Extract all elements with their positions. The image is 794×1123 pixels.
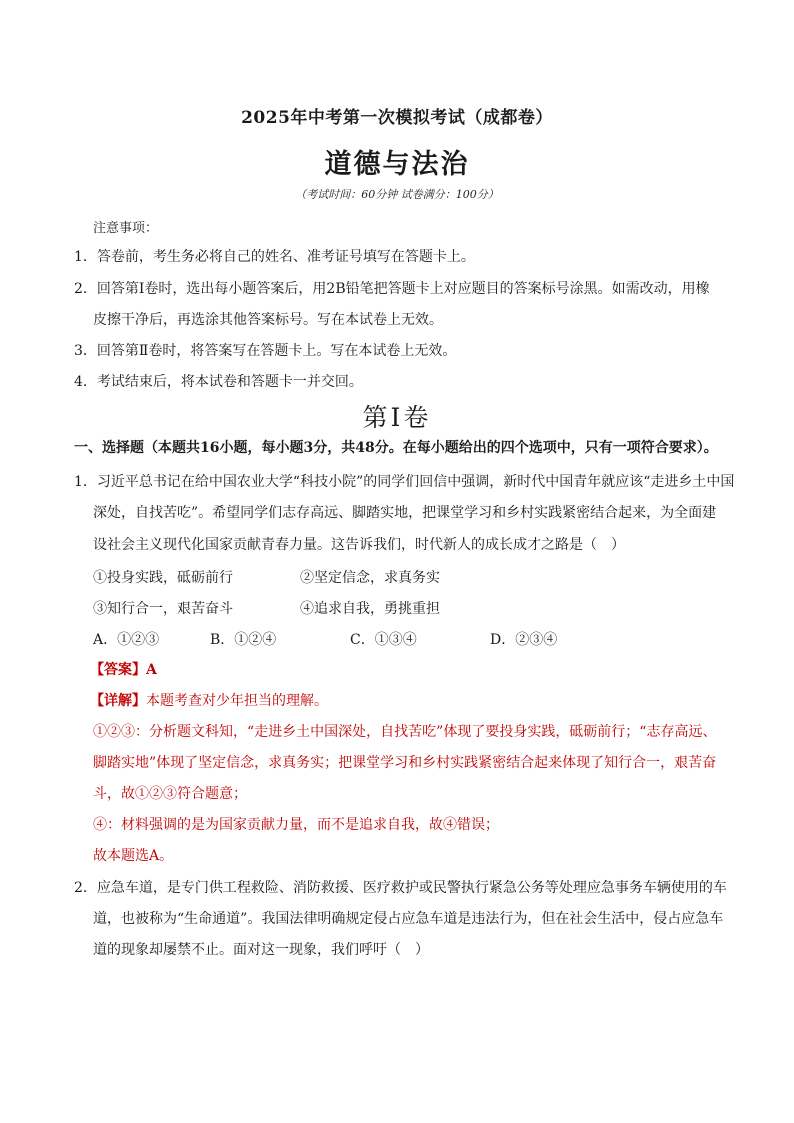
choice-option: B．①②④ (210, 632, 277, 648)
answer-label: 【答案】A (90, 662, 157, 678)
exam-info: （考试时间：60分钟 试卷满分：100分） (295, 188, 499, 201)
notice-item: 1．答卷前，考生务必将自己的姓名、准考证号填写在答题卡上。 (74, 249, 475, 265)
subject-title: 道德与法治 (324, 149, 470, 180)
analysis-intro-line (90, 691, 328, 711)
statement-option: ①投身实践，砥砺前行 (93, 570, 233, 586)
statement-option: ③知行合一，艰苦奋斗 (93, 601, 233, 617)
choice-option: D．②③④ (490, 632, 558, 648)
statement-option: ④追求自我，勇挑重担 (300, 601, 440, 617)
statement-option: ②坚定信念，求真务实 (300, 570, 440, 586)
analysis-intro: 本题考查对少年担当的理解。 (146, 693, 328, 709)
notice-item: 2．回答第Ⅰ卷时，选出每小题答案后，用2B铅笔把答题卡上对应题目的答案标号涂黑。如需改动，用橡 (74, 281, 710, 297)
question-stem: 2．应急车道，是专门供工程救险、消防救援、医疗救护或民警执行紧急公务等处理应急事务车辆使用的车 (74, 880, 727, 896)
choice-option: A．①②③ (93, 632, 160, 648)
question-stem: 设社会主义现代化国家贡献青春力量。这告诉我们，时代新人的成长成才之路是（ ） (93, 537, 625, 553)
analysis-line: ④：材料强调的是为国家贡献力量，而不是追求自我，故④错误； (93, 817, 499, 833)
question-stem: 深处，自找苦吃”。希望同学们志存高远、脚踏实地，把课堂学习和乡村实践紧密结合起来，为全面建 (93, 505, 717, 521)
analysis-line: 故本题选A。 (93, 848, 174, 864)
analysis-line: ①②③：分析题文科知，“走进乡土中国深处，自找苦吃”体现了要投身实践，砥砺前行；“志存高远、 (93, 724, 717, 740)
notice-item: 4．考试结束后，将本试卷和答题卡一并交回。 (74, 374, 363, 390)
analysis-label: 【详解】 (90, 693, 146, 709)
notice-item: 3．回答第Ⅱ卷时，将答案写在答题卡上。写在本试卷上无效。 (74, 343, 457, 359)
question-stem: 1．习近平总书记在给中国农业大学“科技小院”的同学们回信中强调，新时代中国青年就应该“走进乡土中国 (74, 474, 735, 490)
volume-heading: 第Ⅰ卷 (362, 403, 432, 432)
notice-item-continuation: 皮擦干净后，再选涂其他答案标号。写在本试卷上无效。 (93, 312, 443, 328)
analysis-line: 脚踏实地”体现了坚定信念，求真务实；把课堂学习和乡村实践紧密结合起来体现了知行合一，艰苦奋 (93, 755, 717, 771)
choice-option: C．①③④ (350, 632, 417, 648)
question-stem: 道的现象却屡禁不止。面对这一现象，我们呼吁（ ） (93, 942, 429, 958)
question-stem: 道，也被称为“生命通道”。我国法律明确规定侵占应急车道是违法行为，但在社会生活中，侵占应急车 (93, 911, 724, 927)
notice-heading: 注意事项： (93, 221, 159, 236)
section-heading: 一、选择题（本题共16小题，每小题3分，共48分。在每小题给出的四个选项中，只有一项符合要求）。 (74, 440, 718, 456)
exam-title: 2025年中考第一次模拟考试（成都卷） (241, 108, 553, 128)
analysis-line: 斗，故①②③符合题意； (93, 786, 247, 802)
